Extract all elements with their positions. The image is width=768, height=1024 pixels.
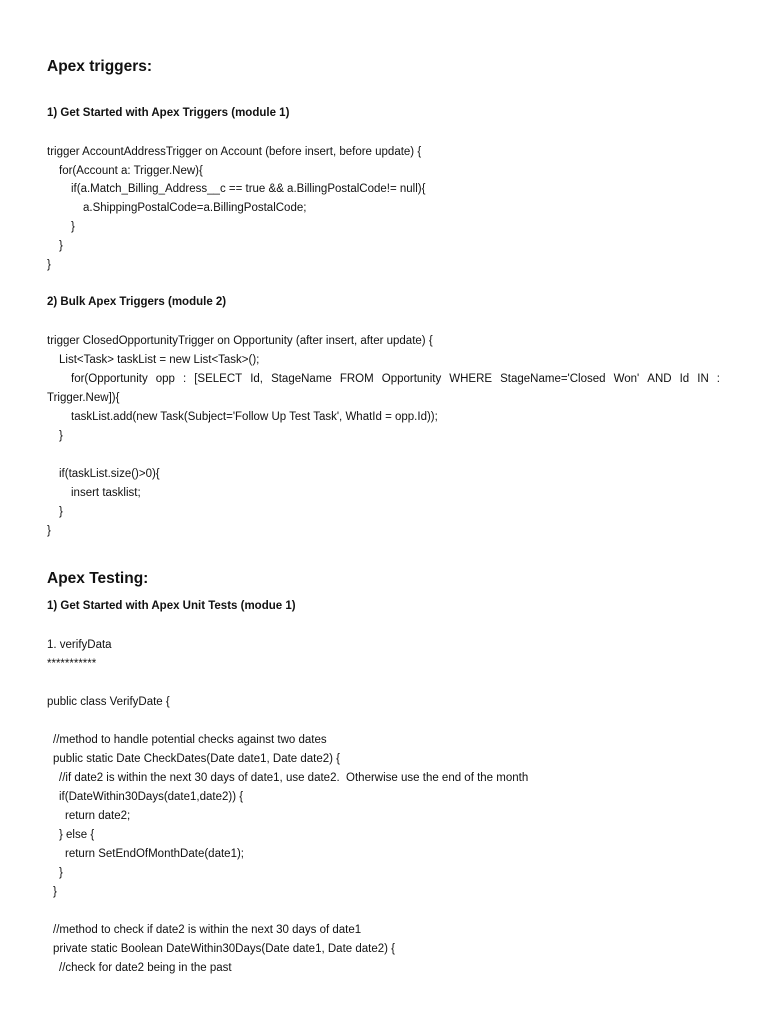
code-line: taskList.add(new Task(Subject='Follow Up Test Task', WhatId = opp.Id)); [71,411,438,423]
code-line: } else { [59,829,95,841]
code-line: } [47,525,51,537]
code-line: a.ShippingPostalCode=a.BillingPostalCode; [83,202,307,214]
code-line: trigger ClosedOpportunityTrigger on Opportunity (after insert, after update) { [47,335,433,347]
apex-testing-heading: Apex Testing: [47,570,149,587]
code-line: private static Boolean DateWithin30Days(Date date1, Date date2) { [53,943,395,955]
code-line: return date2; [65,810,131,822]
code-line: } [59,430,63,442]
code-line: //check for date2 being in the past [59,962,232,974]
apex-triggers-heading: Apex triggers: [47,58,153,75]
code-line: } [59,506,63,518]
justified-code-line: for(Opportunity opp : [SELECT Id, StageName FROM Opportunity WHERE StageName='Closed Won' AND Id IN : [71,373,720,385]
code-line: Trigger.New]){ [47,392,120,404]
code-line: //method to check if date2 is within the next 30 days of date1 [53,924,362,936]
code-line: } [71,221,75,233]
code-line: if(a.Match_Billing_Address__c == true && a.BillingPostalCode!= null){ [71,183,426,195]
code-line: //if date2 is within the next 30 days of date1, use date2. Otherwise use the end of the month [59,772,529,784]
code-line: List<Task> taskList = new List<Task>(); [59,354,260,366]
code-line: trigger AccountAddressTrigger on Account (before insert, before update) { [47,146,422,158]
code-line: } [53,886,57,898]
code-line: insert tasklist; [71,487,141,499]
code-line: } [47,259,51,271]
code-line: } [59,240,63,252]
code-line: //method to handle potential checks against two dates [53,734,327,746]
code-line: for(Account a: Trigger.New){ [59,165,203,177]
code-line: public class VerifyDate { [47,696,170,708]
code-line: 1. verifyData [47,639,112,651]
code-line: } [59,867,63,879]
code-line: if(taskList.size()>0){ [59,468,160,480]
code-line: return SetEndOfMonthDate(date1); [65,848,244,860]
unit-tests-heading: 1) Get Started with Apex Unit Tests (modue 1) [47,600,296,612]
code-line: public static Date CheckDates(Date date1, Date date2) { [53,753,341,765]
module2-heading: 2) Bulk Apex Triggers (module 2) [47,296,227,308]
code-line: *********** [47,658,97,670]
module1-heading: 1) Get Started with Apex Triggers (module 1) [47,107,290,119]
code-line: if(DateWithin30Days(date1,date2)) { [59,791,244,803]
